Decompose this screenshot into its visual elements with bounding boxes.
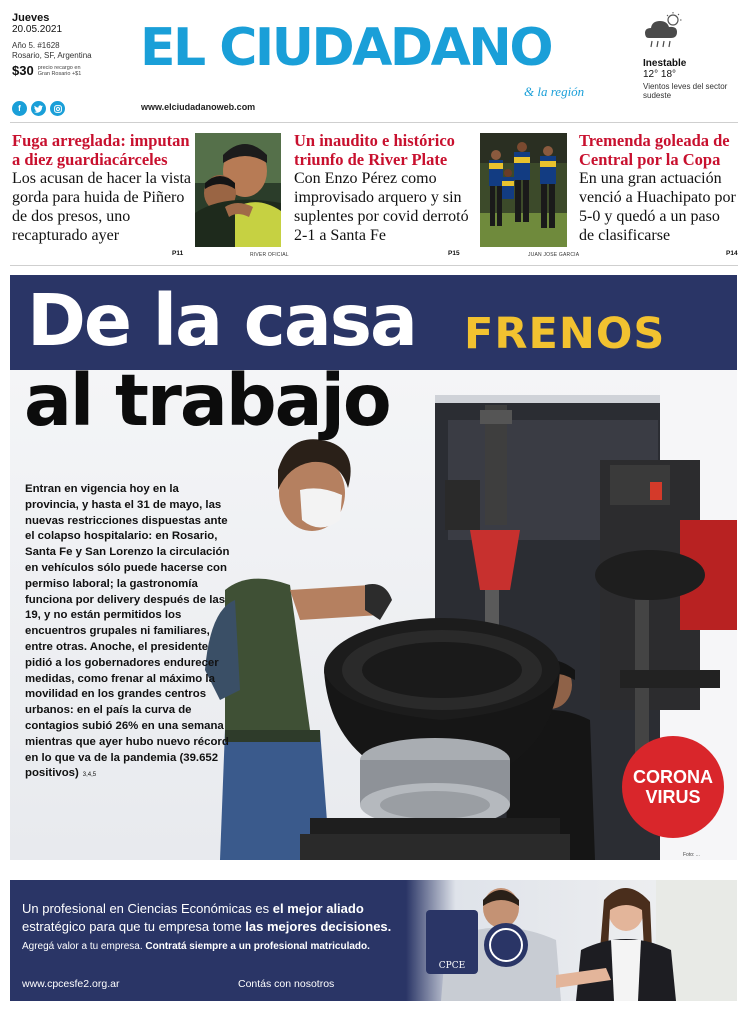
teaser-1-photo-credit: RIVER OFICIAL bbox=[250, 252, 289, 258]
ad-copy-1b: el mejor aliado bbox=[272, 901, 364, 916]
ad-logo-text: CPCE bbox=[438, 961, 466, 971]
hero-body-text bbox=[25, 482, 235, 784]
cpce-advertisement[interactable] bbox=[10, 880, 737, 1001]
ad-meeting-photo bbox=[406, 880, 737, 1001]
teaser-headline: Tremenda goleada de Central por la Copa bbox=[579, 131, 730, 169]
teaser-3-photo-credit: JUAN JOSE GARCIA bbox=[528, 252, 580, 258]
main-story[interactable] bbox=[10, 275, 737, 860]
ad-tagline: Contás con nosotros bbox=[238, 978, 335, 990]
weather-temps: 12° 18° bbox=[643, 69, 677, 80]
masthead-divider bbox=[10, 122, 738, 123]
ad-website-link[interactable]: www.cpcesfe2.org.ar bbox=[22, 978, 120, 990]
ad-copy-2b: las mejores decisiones. bbox=[245, 919, 392, 934]
instagram-icon[interactable] bbox=[50, 101, 65, 116]
social-links bbox=[12, 101, 65, 116]
teaser-1-photo bbox=[195, 133, 281, 247]
ad-subcopy bbox=[22, 941, 402, 952]
teaser-body: Con Enzo Pérez como improvisado arquero y sin suplentes por covid derrotó 2-1 a Santa Fe bbox=[294, 170, 469, 244]
issue-date: 20.05.2021 bbox=[12, 24, 63, 35]
issue-day: Jueves bbox=[12, 12, 50, 24]
teaser-headline: Un inaudito e histórico triunfo de River Plate bbox=[294, 131, 455, 169]
teaser-1[interactable] bbox=[12, 131, 192, 245]
ad-copy-2a: estratégico para que tu empresa tome bbox=[22, 919, 246, 934]
teaser-2[interactable] bbox=[294, 131, 474, 245]
hero-photo-credit: Foto: ... bbox=[683, 852, 700, 858]
hero-body-copy: Entran en vigencia hoy en la provincia, y hasta el 31 de mayo, las nuevas restricciones dispuestas ante el colapso hospitalario: en Rosario, Santa Fe y San Lorenzo la circulación en vehículos sólo puede hacerse con permiso laboral; la gastronomía funciona por delivery después de las 19, y no están permitidos los encuentros grupales ni familiares, entre otras. Anoche, el presidente pidió a los gobernadores endurecer medidas, como frenar al máximo la movilidad en los grandes centros urbanos: en el país la curva de contagios subió 26% en una semana mientras que ayer hubo nuevo récord en lo que va de la pandemia (39.652 positivos) bbox=[25, 483, 230, 780]
hero-headline-line1: De la casa bbox=[27, 279, 416, 362]
teaser-1-page: P11 bbox=[172, 250, 184, 257]
issue-location: Rosario, SF, Argentina bbox=[12, 51, 92, 60]
website-link[interactable]: www.elciudadanoweb.com bbox=[141, 102, 256, 112]
ad-copy bbox=[22, 900, 402, 936]
teasers-divider bbox=[10, 265, 738, 266]
issue-edition: Año 5. #1628 bbox=[12, 41, 60, 50]
teaser-headline: Fuga arreglada: imputan a diez guardiacárceles bbox=[12, 131, 190, 169]
coronavirus-badge[interactable] bbox=[622, 736, 724, 838]
teaser-3-photo bbox=[480, 133, 567, 247]
issue-price: $30 bbox=[12, 63, 34, 78]
coronavirus-badge-label: CORONA VIRUS bbox=[633, 767, 713, 807]
teaser-2-page: P15 bbox=[448, 250, 460, 257]
hero-page-ref: 3,4,5 bbox=[82, 772, 97, 779]
logo-subtitle: & la región bbox=[524, 84, 585, 99]
weather-wind: Vientos leves del sector sudeste bbox=[643, 82, 728, 100]
ad-copy-1a: Un profesional en Ciencias Económicas es bbox=[22, 901, 273, 916]
weather-block bbox=[643, 12, 748, 100]
teaser-body: En una gran actuación venció a Huachipato por 5-0 y quedó a un paso de clasificarse bbox=[579, 170, 736, 244]
newspaper-logo[interactable]: EL CIUDADANO bbox=[140, 18, 552, 78]
price-note: precio recargo en Gran Rosario +$1 bbox=[37, 64, 82, 77]
weather-condition: Inestable bbox=[643, 58, 687, 69]
section-tag: FRENOS bbox=[464, 309, 666, 359]
storm-cloud-icon bbox=[643, 12, 685, 52]
teaser-3-page: P14 bbox=[726, 250, 738, 257]
date-block bbox=[12, 12, 122, 78]
twitter-icon[interactable] bbox=[31, 101, 46, 116]
ad-subcopy-b: Contratá siempre a un profesional matriculado. bbox=[145, 941, 370, 952]
hero-headline-line2: al trabajo bbox=[24, 359, 390, 442]
facebook-icon[interactable]: f bbox=[12, 101, 27, 116]
teaser-body: Los acusan de hacer la vista gorda para huida de Piñero de dos presos, uno recapturado ayer bbox=[12, 170, 192, 244]
teaser-3[interactable] bbox=[579, 131, 737, 245]
ad-subcopy-a: Agregá valor a tu empresa. bbox=[22, 941, 146, 952]
